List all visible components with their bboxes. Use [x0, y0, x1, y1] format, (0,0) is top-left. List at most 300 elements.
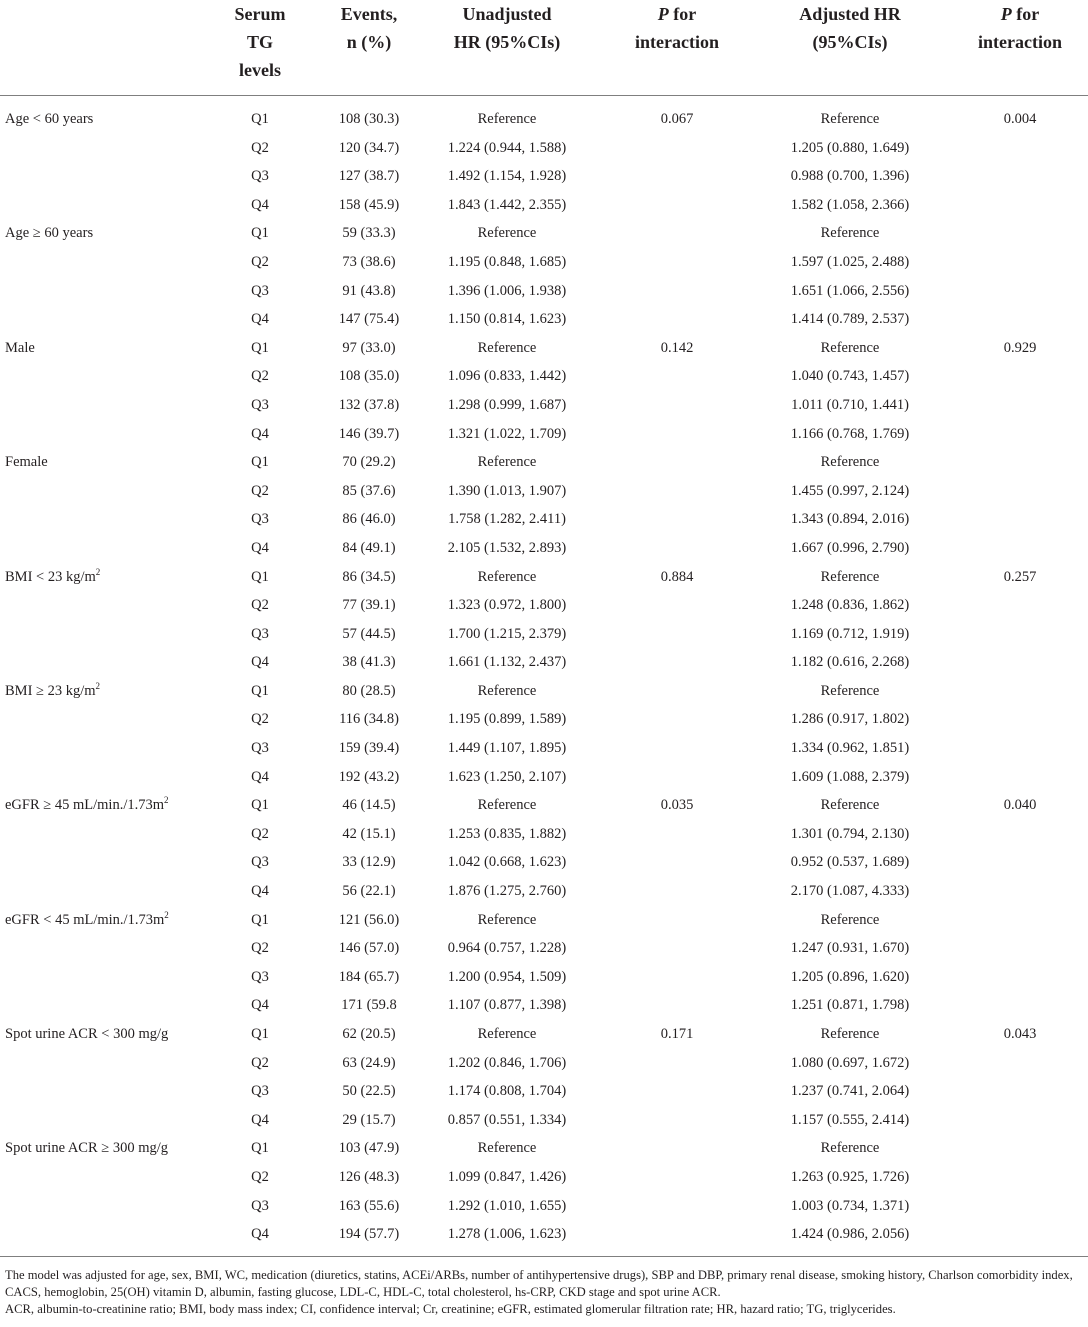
p-interaction-unadjusted	[612, 1020, 742, 1049]
adjusted-hr-text: 1.205 (0.880, 1.649)	[790, 139, 910, 156]
events-count	[314, 162, 424, 191]
events-count	[314, 1134, 424, 1163]
subgroup-label-text: Age ≥ 60 years	[5, 225, 94, 242]
header-serum-tg	[230, 0, 290, 84]
tg-quartile	[230, 162, 290, 191]
unadjusted-hr-text: 1.096 (0.833, 1.442)	[447, 368, 567, 385]
adjusted-hr	[770, 677, 930, 706]
adjusted-hr-text: 0.988 (0.700, 1.396)	[790, 168, 910, 185]
adjusted-hr-text: 1.414 (0.789, 2.537)	[790, 311, 910, 328]
events-count	[314, 1106, 424, 1135]
adjusted-hr-text: Reference	[820, 911, 880, 928]
subgroup-label-text: Age < 60 years	[5, 111, 94, 127]
unadjusted-hr-text: 1.843 (1.442, 2.355)	[447, 196, 567, 213]
p-interaction-adjusted	[955, 563, 1085, 592]
table-row	[0, 391, 1088, 420]
events-count-text: 108 (30.3)	[338, 111, 400, 127]
unadjusted-hr	[432, 1049, 582, 1078]
adjusted-hr	[770, 591, 930, 620]
p-interaction-adjusted-text: 0.004	[1003, 111, 1037, 127]
adjusted-hr	[770, 705, 930, 734]
unadjusted-hr	[432, 105, 582, 134]
unadjusted-hr	[432, 820, 582, 849]
tg-quartile	[230, 277, 290, 306]
unadjusted-hr	[432, 906, 582, 935]
tg-quartile-text: Q4	[251, 654, 269, 671]
unadjusted-hr	[432, 1163, 582, 1192]
adjusted-hr-text: 1.286 (0.917, 1.802)	[790, 711, 910, 728]
unadjusted-hr-text: 1.292 (1.010, 1.655)	[447, 1197, 567, 1214]
adjusted-hr-text: Reference	[820, 1140, 880, 1157]
events-count-text: 29 (15.7)	[342, 1111, 396, 1128]
events-count-text: 80 (28.5)	[342, 682, 396, 699]
tg-quartile	[230, 391, 290, 420]
table-row	[0, 534, 1088, 563]
table-row	[0, 791, 1088, 820]
table-row	[0, 162, 1088, 191]
adjusted-hr-text: Reference	[820, 454, 880, 471]
events-count-text: 159 (39.4)	[338, 740, 400, 757]
events-count	[314, 991, 424, 1020]
unadjusted-hr	[432, 305, 582, 334]
unadjusted-hr	[432, 420, 582, 449]
unadjusted-hr-text: Reference	[477, 797, 537, 814]
events-count	[314, 763, 424, 792]
subgroup-label-text: Spot urine ACR ≥ 300 mg/g	[5, 1140, 169, 1157]
p-interaction-unadjusted-text: 0.171	[660, 1026, 694, 1042]
events-count	[314, 1049, 424, 1078]
adjusted-hr	[770, 1163, 930, 1192]
events-count	[314, 448, 424, 477]
header-line: interaction	[635, 32, 719, 52]
tg-quartile	[230, 1049, 290, 1078]
events-count-text: 132 (37.8)	[338, 396, 400, 413]
adjusted-hr-text: Reference	[820, 568, 880, 585]
table-row	[0, 1106, 1088, 1135]
adjusted-hr-text: 1.667 (0.996, 2.790)	[790, 539, 910, 556]
unadjusted-hr-text: 1.224 (0.944, 1.588)	[447, 139, 567, 156]
unadjusted-hr	[432, 763, 582, 792]
adjusted-hr	[770, 134, 930, 163]
adjusted-hr-text: 1.248 (0.836, 1.862)	[790, 597, 910, 614]
events-count-text: 85 (37.6)	[342, 482, 396, 499]
events-count	[314, 648, 424, 677]
table-row	[0, 105, 1088, 134]
events-count-text: 121 (56.0)	[338, 911, 400, 928]
table-row	[0, 1020, 1088, 1049]
unadjusted-hr	[432, 534, 582, 563]
events-count	[314, 734, 424, 763]
unadjusted-hr-text: 1.321 (1.022, 1.709)	[447, 425, 567, 442]
adjusted-hr	[770, 991, 930, 1020]
unadjusted-hr-text: 1.107 (0.877, 1.398)	[447, 997, 567, 1014]
tg-quartile-text: Q3	[251, 740, 269, 757]
adjusted-hr	[770, 420, 930, 449]
tg-quartile	[230, 591, 290, 620]
events-count	[314, 963, 424, 992]
unadjusted-hr	[432, 477, 582, 506]
adjusted-hr-text: Reference	[820, 339, 880, 356]
events-count-text: 59 (33.3)	[342, 225, 396, 242]
p-interaction-adjusted-text: 0.043	[1003, 1026, 1037, 1042]
unadjusted-hr	[432, 1020, 582, 1049]
unadjusted-hr-text: Reference	[477, 1140, 537, 1157]
events-count-text: 184 (65.7)	[338, 968, 400, 985]
unadjusted-hr	[432, 505, 582, 534]
adjusted-hr-text: 0.952 (0.537, 1.689)	[790, 854, 910, 871]
p-interaction-adjusted-text: 0.929	[1003, 339, 1037, 356]
adjusted-hr-text: 1.169 (0.712, 1.919)	[790, 625, 910, 642]
table-row	[0, 848, 1088, 877]
header-p-interaction-unadjusted	[612, 0, 742, 56]
adjusted-hr-text: 1.011 (0.710, 1.441)	[791, 396, 909, 413]
subgroup-label	[5, 448, 48, 477]
adjusted-hr-text: 1.205 (0.896, 1.620)	[790, 968, 910, 985]
table-row	[0, 305, 1088, 334]
tg-quartile	[230, 534, 290, 563]
events-count-text: 38 (41.3)	[342, 654, 396, 671]
table-row	[0, 448, 1088, 477]
tg-quartile-text: Q3	[251, 1197, 269, 1214]
events-count-text: 42 (15.1)	[342, 825, 396, 842]
unadjusted-hr	[432, 648, 582, 677]
adjusted-hr-text: 1.237 (0.741, 2.064)	[790, 1083, 910, 1100]
unadjusted-hr-text: 1.174 (0.808, 1.704)	[447, 1083, 567, 1100]
events-count	[314, 1192, 424, 1221]
tg-quartile	[230, 677, 290, 706]
events-count	[314, 1163, 424, 1192]
p-interaction-adjusted	[955, 791, 1085, 820]
tg-quartile	[230, 362, 290, 391]
header-events	[314, 0, 424, 56]
adjusted-hr-text: 1.003 (0.734, 1.371)	[790, 1197, 910, 1214]
events-count-text: 62 (20.5)	[342, 1026, 396, 1042]
unadjusted-hr-text: Reference	[477, 568, 537, 585]
events-count	[314, 820, 424, 849]
events-count	[314, 934, 424, 963]
unit-superscript: 2	[164, 795, 169, 806]
adjusted-hr	[770, 563, 930, 592]
tg-quartile	[230, 1192, 290, 1221]
events-count	[314, 563, 424, 592]
subgroup-label	[5, 906, 169, 935]
events-count-text: 120 (34.7)	[338, 139, 400, 156]
unadjusted-hr	[432, 191, 582, 220]
unadjusted-hr-text: 0.964 (0.757, 1.228)	[447, 940, 567, 957]
table-row	[0, 677, 1088, 706]
header-p-interaction-adjusted	[955, 0, 1085, 56]
events-count	[314, 248, 424, 277]
subgroup-label	[5, 105, 93, 134]
tg-quartile	[230, 1106, 290, 1135]
adjusted-hr	[770, 934, 930, 963]
events-count	[314, 791, 424, 820]
subgroup-label	[5, 1020, 168, 1049]
tg-quartile-text: Q2	[251, 597, 269, 614]
subgroup-label	[5, 334, 35, 363]
unit-superscript: 2	[95, 681, 101, 692]
events-count	[314, 906, 424, 935]
unadjusted-hr-text: 1.623 (1.250, 2.107)	[447, 768, 567, 785]
table-row	[0, 820, 1088, 849]
tg-quartile-text: Q1	[251, 568, 269, 585]
unadjusted-hr	[432, 620, 582, 649]
unadjusted-hr-text: 1.278 (1.006, 1.623)	[447, 1226, 567, 1243]
adjusted-hr-text: 1.343 (0.894, 2.016)	[790, 511, 910, 528]
subgroup-label-text: eGFR < 45 mL/min./1.73m	[5, 911, 165, 928]
unadjusted-hr	[432, 848, 582, 877]
events-count-text: 63 (24.9)	[342, 1054, 396, 1071]
adjusted-hr-text: 1.080 (0.697, 1.672)	[790, 1054, 910, 1071]
adjusted-hr-text: 1.263 (0.925, 1.726)	[790, 1168, 910, 1185]
unadjusted-hr	[432, 934, 582, 963]
p-interaction-unadjusted	[612, 563, 742, 592]
events-count	[314, 848, 424, 877]
adjusted-hr	[770, 734, 930, 763]
events-count	[314, 591, 424, 620]
unadjusted-hr-text: Reference	[477, 1026, 537, 1042]
tg-quartile-text: Q3	[251, 282, 269, 299]
tg-quartile-text: Q3	[251, 511, 269, 528]
adjusted-hr-text: 1.040 (0.743, 1.457)	[790, 368, 910, 385]
unadjusted-hr	[432, 591, 582, 620]
unadjusted-hr-text: Reference	[477, 911, 537, 928]
header-line: (95%CIs)	[812, 32, 888, 52]
unadjusted-hr	[432, 1077, 582, 1106]
tg-quartile	[230, 248, 290, 277]
unadjusted-hr	[432, 334, 582, 363]
table-row	[0, 906, 1088, 935]
table-row	[0, 362, 1088, 391]
events-count-text: 86 (34.5)	[342, 568, 396, 585]
header-line: Unadjusted	[462, 4, 552, 24]
tg-quartile	[230, 1020, 290, 1049]
header-p-italic: P	[1000, 4, 1012, 24]
unadjusted-hr	[432, 991, 582, 1020]
adjusted-hr	[770, 877, 930, 906]
header-line: TG	[246, 32, 273, 52]
events-count-text: 163 (55.6)	[338, 1197, 400, 1214]
adjusted-hr-text: 1.651 (1.066, 2.556)	[790, 282, 910, 299]
header-line: Serum	[234, 4, 286, 24]
events-count	[314, 391, 424, 420]
events-count-text: 194 (57.7)	[338, 1226, 400, 1243]
header-adjusted-hr	[770, 0, 930, 56]
events-count	[314, 334, 424, 363]
events-count	[314, 362, 424, 391]
subgroup-label-text: Male	[5, 339, 35, 356]
unadjusted-hr	[432, 134, 582, 163]
events-count-text: 192 (43.2)	[338, 768, 400, 785]
events-count-text: 108 (35.0)	[338, 368, 400, 385]
tg-quartile-text: Q2	[251, 253, 269, 270]
unadjusted-hr-text: 1.195 (0.899, 1.589)	[447, 711, 567, 728]
events-count-text: 158 (45.9)	[338, 196, 400, 213]
tg-quartile-text: Q4	[251, 1111, 269, 1128]
header-line: Adjusted HR	[799, 4, 901, 24]
table-row	[0, 934, 1088, 963]
adjusted-hr	[770, 763, 930, 792]
events-count-text: 70 (29.2)	[342, 454, 396, 471]
unadjusted-hr-text: 1.200 (0.954, 1.509)	[447, 968, 567, 985]
tg-quartile	[230, 505, 290, 534]
subgroup-label	[5, 563, 100, 592]
header-line: levels	[239, 60, 281, 80]
adjusted-hr-text: 1.301 (0.794, 2.130)	[790, 825, 910, 842]
unit-superscript: 2	[95, 566, 101, 577]
p-interaction-unadjusted	[612, 105, 742, 134]
unadjusted-hr-text: 1.396 (1.006, 1.938)	[447, 282, 567, 299]
tg-quartile-text: Q3	[251, 1083, 269, 1100]
table-row	[0, 248, 1088, 277]
adjusted-hr	[770, 1020, 930, 1049]
tg-quartile-text: Q2	[251, 139, 269, 156]
tg-quartile	[230, 877, 290, 906]
unadjusted-hr-text: 1.449 (1.107, 1.895)	[447, 740, 567, 757]
adjusted-hr-text: Reference	[820, 1026, 880, 1042]
tg-quartile	[230, 563, 290, 592]
tg-quartile	[230, 705, 290, 734]
events-count-text: 126 (48.3)	[338, 1168, 400, 1185]
table-row	[0, 620, 1088, 649]
adjusted-hr	[770, 448, 930, 477]
table-row	[0, 505, 1088, 534]
table-row	[0, 991, 1088, 1020]
adjusted-hr-text: Reference	[820, 682, 880, 699]
p-interaction-unadjusted-text: 0.035	[660, 797, 694, 814]
unadjusted-hr	[432, 219, 582, 248]
header-line: HR (95%CIs)	[453, 32, 561, 52]
header-for: for	[1011, 4, 1040, 24]
unadjusted-hr-text: 1.042 (0.668, 1.623)	[447, 854, 567, 871]
footer-rule	[0, 1256, 1088, 1257]
unadjusted-hr-text: 1.253 (0.835, 1.882)	[447, 825, 567, 842]
unadjusted-hr	[432, 705, 582, 734]
tg-quartile-text: Q4	[251, 196, 269, 213]
subgroup-label-text: eGFR ≥ 45 mL/min./1.73m	[5, 797, 165, 814]
table-header	[0, 0, 1088, 94]
events-count	[314, 134, 424, 163]
tg-quartile	[230, 848, 290, 877]
adjusted-hr-text: 1.247 (0.931, 1.670)	[790, 940, 910, 957]
events-count	[314, 105, 424, 134]
unadjusted-hr-text: 2.105 (1.532, 2.893)	[447, 539, 567, 556]
tg-quartile-text: Q1	[251, 1140, 269, 1157]
adjusted-hr	[770, 791, 930, 820]
tg-quartile-text: Q4	[251, 425, 269, 442]
adjusted-hr	[770, 648, 930, 677]
table-row	[0, 334, 1088, 363]
table-row	[0, 1192, 1088, 1221]
events-count	[314, 505, 424, 534]
events-count	[314, 191, 424, 220]
events-count	[314, 305, 424, 334]
events-count	[314, 277, 424, 306]
tg-quartile	[230, 420, 290, 449]
adjusted-hr-text: Reference	[820, 797, 880, 814]
tg-quartile-text: Q2	[251, 1054, 269, 1071]
events-count-text: 103 (47.9)	[338, 1140, 400, 1157]
header-unadjusted-hr	[432, 0, 582, 56]
unadjusted-hr-text: 1.323 (0.972, 1.800)	[447, 597, 567, 614]
tg-quartile-text: Q2	[251, 482, 269, 499]
tg-quartile-text: Q1	[251, 111, 269, 127]
adjusted-hr	[770, 191, 930, 220]
events-count	[314, 705, 424, 734]
header-line	[955, 0, 1085, 28]
unadjusted-hr-text: 0.857 (0.551, 1.334)	[447, 1111, 567, 1128]
adjusted-hr-text: 1.334 (0.962, 1.851)	[790, 740, 910, 757]
adjusted-hr	[770, 620, 930, 649]
header-line	[612, 0, 742, 28]
subgroup-label	[5, 219, 93, 248]
footnote-abbreviations: ACR, albumin-to-creatinine ratio; BMI, body mass index; CI, confidence interval; Cr, creatinine; eGFR, estimated glomerular filtration rate; HR, hazard ratio; TG, triglycerides.	[5, 1302, 896, 1316]
table-row	[0, 705, 1088, 734]
tg-quartile	[230, 934, 290, 963]
events-count	[314, 477, 424, 506]
adjusted-hr	[770, 1192, 930, 1221]
adjusted-hr-text: 1.166 (0.768, 1.769)	[790, 425, 910, 442]
events-count-text: 127 (38.7)	[338, 168, 400, 185]
adjusted-hr	[770, 848, 930, 877]
unadjusted-hr	[432, 162, 582, 191]
adjusted-hr-text: 1.597 (1.025, 2.488)	[790, 253, 910, 270]
tg-quartile	[230, 105, 290, 134]
events-count-text: 46 (14.5)	[342, 797, 396, 814]
adjusted-hr-text: 1.455 (0.997, 2.124)	[790, 482, 910, 499]
subgroup-label-text: BMI ≥ 23 kg/m	[5, 682, 96, 699]
adjusted-hr-text: Reference	[820, 225, 880, 242]
unadjusted-hr-text: 1.390 (1.013, 1.907)	[447, 482, 567, 499]
adjusted-hr	[770, 162, 930, 191]
events-count-text: 86 (46.0)	[342, 511, 396, 528]
tg-quartile-text: Q4	[251, 311, 269, 328]
unadjusted-hr	[432, 963, 582, 992]
adjusted-hr	[770, 1106, 930, 1135]
events-count-text: 57 (44.5)	[342, 625, 396, 642]
table-row	[0, 763, 1088, 792]
unadjusted-hr	[432, 877, 582, 906]
tg-quartile	[230, 448, 290, 477]
tg-quartile	[230, 791, 290, 820]
tg-quartile-text: Q1	[251, 1026, 269, 1042]
tg-quartile-text: Q1	[251, 339, 269, 356]
p-interaction-adjusted	[955, 1020, 1085, 1049]
unadjusted-hr	[432, 563, 582, 592]
events-count-text: 146 (57.0)	[338, 940, 400, 957]
unadjusted-hr-text: 1.298 (0.999, 1.687)	[447, 396, 567, 413]
tg-quartile	[230, 1163, 290, 1192]
subgroup-label-text: Spot urine ACR < 300 mg/g	[5, 1026, 169, 1042]
tg-quartile-text: Q2	[251, 711, 269, 728]
unadjusted-hr	[432, 1220, 582, 1249]
unadjusted-hr	[432, 677, 582, 706]
tg-quartile	[230, 191, 290, 220]
header-line: interaction	[978, 32, 1062, 52]
events-count-text: 33 (12.9)	[342, 854, 396, 871]
adjusted-hr-text: 1.251 (0.871, 1.798)	[790, 997, 910, 1014]
events-count	[314, 534, 424, 563]
tg-quartile	[230, 620, 290, 649]
unadjusted-hr-text: 1.150 (0.814, 1.623)	[447, 311, 567, 328]
unadjusted-hr-text: Reference	[477, 454, 537, 471]
table-row	[0, 648, 1088, 677]
tg-quartile-text: Q3	[251, 396, 269, 413]
unadjusted-hr	[432, 1192, 582, 1221]
header-line: Events,	[340, 4, 398, 24]
events-count	[314, 1077, 424, 1106]
table-row	[0, 963, 1088, 992]
